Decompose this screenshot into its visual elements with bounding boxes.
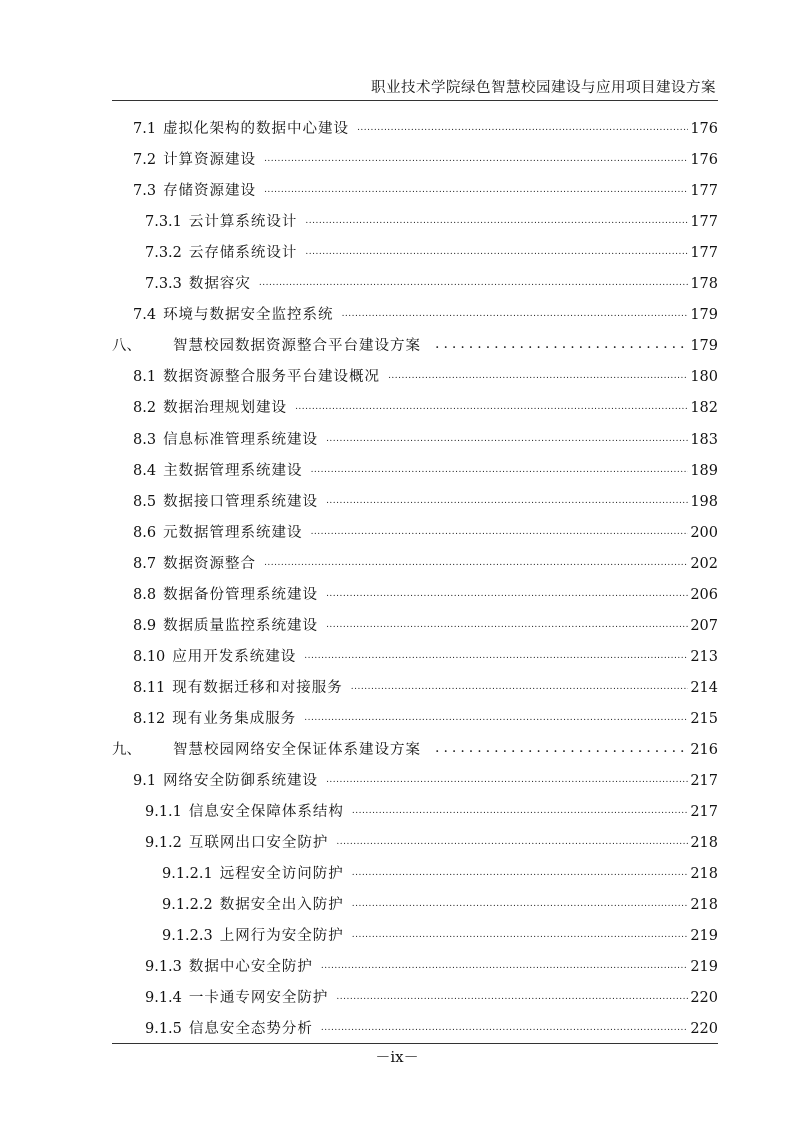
toc-entry[interactable] [133,708,718,730]
toc-entry[interactable] [133,491,718,513]
toc-entry-page: 189 [690,462,718,479]
toc-dot-leader [321,955,688,977]
toc-entry-title: 现有业务集成服务 [172,710,297,727]
toc-entry-page: 206 [690,586,718,603]
toc-entry-title: 智慧校园网络安全保证体系建设方案 [173,742,421,758]
toc-entry-page: 177 [690,245,718,262]
toc-dot-leader [264,552,688,574]
toc-entry-page: 207 [690,617,718,634]
toc-entry-title: 元数据管理系统建设 [163,524,303,541]
toc-entry-title: 数据容灾 [188,276,251,293]
toc-entry-title: 上网行为安全防护 [219,928,344,945]
toc-entry-number: 9.1.2.1 [162,866,213,883]
toc-dot-leader [352,893,689,915]
toc-entry-number: 7.3.3 [145,276,182,293]
toc-entry-page: 217 [690,773,718,790]
toc-entry-page: 200 [690,524,718,541]
toc-entry-page: 177 [690,183,718,200]
toc-entry-page: 215 [690,710,718,727]
toc-entry[interactable] [145,242,718,264]
toc-entry[interactable] [145,832,718,854]
toc-entry-title: 远程安全访问防护 [219,866,344,883]
toc-dot-leader [264,179,688,201]
toc-entry-number: 8.1 [133,369,157,386]
toc-dot-leader [304,707,688,729]
toc-entry-number: 7.3 [133,183,157,200]
toc-entry-number: 8.7 [133,555,157,572]
toc-dot-leader [259,272,688,294]
toc-entry-number: 8.11 [133,679,166,696]
toc-entry-title: 数据资源整合 [163,555,257,572]
toc-entry[interactable] [133,304,718,326]
toc-entry[interactable] [133,180,718,202]
toc-dot-leader [326,428,688,450]
toc-entry-title: 云计算系统设计 [188,214,298,231]
toc-entry[interactable] [162,894,718,916]
toc-chapter-entry[interactable] [112,739,718,761]
toc-entry-page: 179 [690,338,718,355]
toc-entry-title: 应用开发系统建设 [172,648,297,665]
toc-entry-number: 7.1 [133,121,157,137]
toc-dot-leader [352,924,689,946]
toc-entry-title: 数据中心安全防护 [188,959,313,976]
toc-dot-leader [305,241,688,263]
toc-entry[interactable] [133,646,718,668]
toc-entry-title: 信息安全保障体系结构 [188,804,344,821]
toc-entry-page: 218 [690,866,718,883]
toc-entry-number: 8.12 [133,710,166,727]
toc-entry-title: 互联网出口安全防护 [188,835,329,852]
toc-dot-leader [388,365,688,387]
toc-entry-number: 9.1 [133,773,157,790]
toc-entry-page: 183 [690,431,718,448]
toc-entry-page: 214 [690,679,718,696]
toc-entry-title: 智慧校园数据资源整合平台建设方案 [173,338,421,355]
toc-entry-title: 信息安全态势分析 [188,1021,313,1038]
toc-entry[interactable] [133,584,718,606]
toc-entry-title: 数据资源整合服务平台建设概况 [163,369,381,386]
toc-dot-leader [435,737,688,759]
toc-dot-leader [326,583,688,605]
toc-dot-leader [342,303,689,325]
toc-entry-title: 数据安全出入防护 [219,897,344,914]
toc-entry-page: 217 [690,804,718,821]
toc-entry-page: 179 [690,307,718,324]
toc-entry-number: 8.6 [133,524,157,541]
toc-dot-leader [326,490,688,512]
toc-entry-title: 一卡通专网安全防护 [188,990,329,1007]
toc-entry-page: 198 [690,493,718,510]
toc-chapter-entry[interactable] [112,335,718,357]
toc-entry-title: 数据接口管理系统建设 [163,493,319,510]
toc-entry-number: 九、 [112,742,141,758]
toc-entry[interactable] [145,1018,718,1040]
toc-entry-title: 环境与数据安全监控系统 [163,307,334,324]
toc-entry-page: 202 [690,555,718,572]
toc-entry-page: 177 [690,214,718,231]
toc-entry-page: 219 [690,928,718,945]
toc-entry-number: 9.1.2.2 [162,897,213,914]
toc-entry[interactable] [133,429,718,451]
toc-entry-title: 信息标准管理系统建设 [163,431,319,448]
toc-entry-number: 7.2 [133,152,157,169]
toc-dot-leader [435,333,688,355]
toc-entry-title: 主数据管理系统建设 [163,462,303,479]
toc-entry-title: 数据治理规划建设 [163,400,288,417]
toc-entry[interactable] [145,956,718,978]
toc-dot-leader [311,521,689,543]
toc-entry-page: 176 [690,121,718,137]
toc-entry[interactable] [133,677,718,699]
toc-entry-title: 现有数据迁移和对接服务 [172,679,343,696]
toc-entry[interactable] [145,273,718,295]
toc-dot-leader [351,676,689,698]
toc-entry-page: 220 [690,1021,718,1038]
toc-entry-number: 9.1.1 [145,804,182,821]
toc-entry-number: 8.5 [133,493,157,510]
toc-dot-leader [326,614,688,636]
toc-entry-number: 8.2 [133,400,157,417]
toc-entry-page: 180 [690,369,718,386]
toc-entry-page: 213 [690,648,718,665]
toc-entry[interactable] [133,149,718,171]
toc-dot-leader [321,1017,688,1039]
toc-entry-title: 存储资源建设 [163,183,257,200]
toc-entry[interactable] [145,211,718,233]
toc-entry[interactable] [162,925,718,947]
toc-entry-title: 云存储系统设计 [188,245,298,262]
toc-dot-leader [357,117,688,139]
toc-dot-leader [304,645,688,667]
toc-entry[interactable] [133,397,718,419]
toc-entry-number: 9.1.4 [145,990,182,1007]
toc-dot-leader [264,148,688,170]
toc-entry[interactable] [145,801,718,823]
toc-entry-number: 8.8 [133,586,157,603]
header-divider [112,100,718,101]
toc-entry-number: 8.3 [133,431,157,448]
toc-dot-leader [336,986,688,1008]
page-number: －ix－ [375,1048,419,1066]
toc-entry-page: 216 [690,742,718,758]
toc-entry-number: 9.1.5 [145,1021,182,1038]
toc-entry[interactable] [133,553,718,575]
toc-entry[interactable] [145,987,718,1009]
toc-entry-page: 218 [690,897,718,914]
toc-entry-number: 8.10 [133,648,166,665]
toc-dot-leader [352,800,688,822]
toc-entry-page: 176 [690,152,718,169]
toc-entry[interactable] [133,118,718,140]
toc-entry-title: 虚拟化架构的数据中心建设 [163,121,350,137]
toc-dot-leader [326,769,688,791]
toc-entry-title: 数据备份管理系统建设 [163,586,319,603]
toc-entry-number: 7.4 [133,307,157,324]
toc-entry-page: 220 [690,990,718,1007]
toc-entry-page: 178 [690,276,718,293]
toc-entry-number: 9.1.2 [145,835,182,852]
footer-divider [112,1043,718,1044]
toc-entry[interactable] [133,770,718,792]
toc-dot-leader [352,862,689,884]
toc-entry-title: 计算资源建设 [163,152,257,169]
toc-dot-leader [311,459,689,481]
toc-entry-number: 八、 [112,338,141,355]
toc-dot-leader [295,396,688,418]
toc-entry-number: 7.3.1 [145,214,182,231]
toc-entry-title: 网络安全防御系统建设 [163,773,319,790]
toc-entry[interactable] [133,366,718,388]
toc-entry-number: 9.1.2.3 [162,928,213,945]
toc-dot-leader [305,210,688,232]
toc-entry-number: 8.4 [133,462,157,479]
running-header: 职业技术学院绿色智慧校园建设与应用项目建设方案 [371,80,716,96]
toc-entry-page: 219 [690,959,718,976]
toc-entry-title: 数据质量监控系统建设 [163,617,319,634]
toc-dot-leader [336,831,688,853]
toc-entry-number: 9.1.3 [145,959,182,976]
toc-entry[interactable] [133,615,718,637]
toc-entry[interactable] [133,522,718,544]
toc-entry-page: 218 [690,835,718,852]
toc-entry-page: 182 [690,400,718,417]
toc-entry[interactable] [133,460,718,482]
toc-entry-number: 8.9 [133,617,157,634]
toc-entry-number: 7.3.2 [145,245,182,262]
toc-entry[interactable] [162,863,718,885]
